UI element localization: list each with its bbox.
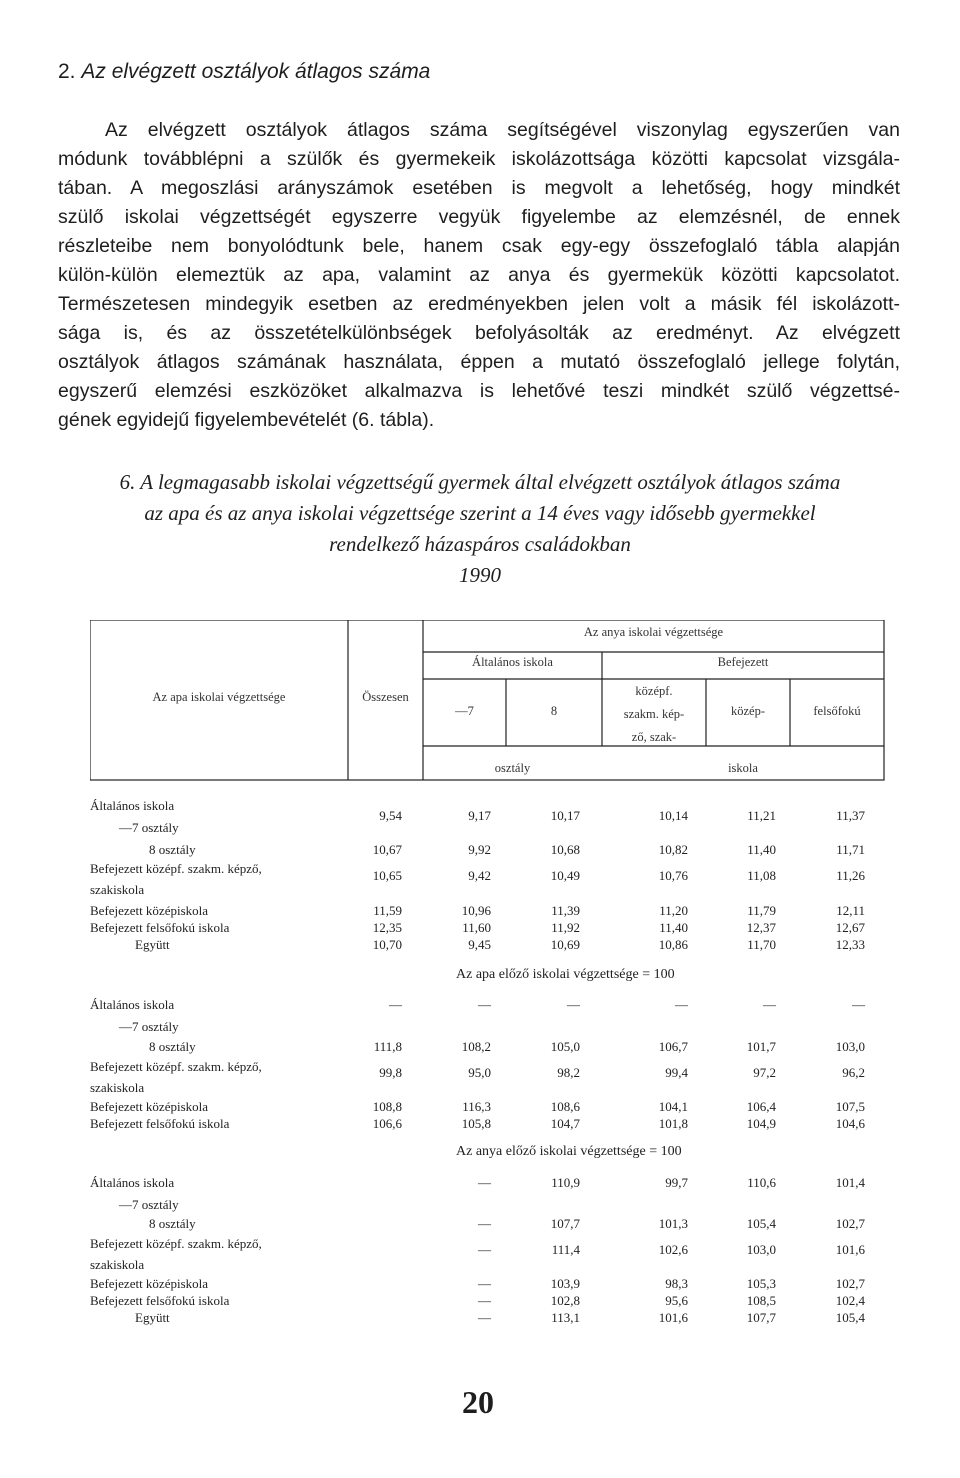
vocational-header-3: ző, szak- <box>631 730 677 744</box>
table-cell: 105,4 <box>746 1216 776 1231</box>
row-label: —7 osztály <box>119 1019 179 1034</box>
table-cell: 10,49 <box>550 868 580 883</box>
table-cell: 12,35 <box>372 920 402 935</box>
table-cell: 103,0 <box>746 1242 776 1257</box>
elementary-header: Általános iskola <box>472 655 553 669</box>
table-cell: 9,17 <box>468 808 491 823</box>
unit-school-header: iskola <box>728 761 758 775</box>
row-label: Általános iskola <box>90 798 175 813</box>
table-cell: 106,6 <box>372 1116 402 1131</box>
table-cell: 11,40 <box>659 920 688 935</box>
table-cell: 99,8 <box>379 1065 402 1080</box>
row-label: Befejezett középiskola <box>90 1276 209 1291</box>
secondary-header: közép- <box>730 704 765 718</box>
table-cell: 107,5 <box>835 1099 865 1114</box>
table-caption-line: rendelkező házaspáros családokban <box>329 532 631 556</box>
table-cell: 10,67 <box>372 842 402 857</box>
vocational-header-2: szakm. kép- <box>623 707 685 721</box>
table-cell: 102,7 <box>835 1276 865 1291</box>
table-cell: 11,59 <box>373 903 402 918</box>
table-cell: 101,4 <box>835 1175 865 1190</box>
table-cell: 11,39 <box>551 903 580 918</box>
table-cell: 107,7 <box>746 1310 776 1325</box>
vocational-header-1: középf. <box>635 684 673 698</box>
higher-header: felsőfokú <box>813 704 861 718</box>
table-cell: — <box>675 997 688 1012</box>
table-cell: 106,4 <box>746 1099 776 1114</box>
paragraph-line: külön-külön elemeztük az apa, valamint az anya és gyermekük közötti kapcsolatot. <box>58 264 900 286</box>
table-cell: — <box>478 1310 491 1325</box>
table-caption-line: 6. A legmagasabb iskolai végzettségű gyermek által elvégzett osztályok átlagos száma <box>119 470 841 494</box>
paragraph-line: gének egyidejű figyelembevételét (6. tábla). <box>58 409 435 431</box>
table-cell: 12,11 <box>836 903 865 918</box>
table-cell: 11,20 <box>659 903 688 918</box>
table-cell: 11,79 <box>747 903 776 918</box>
row-label: Együtt <box>135 937 170 952</box>
table-cell: 10,70 <box>372 937 402 952</box>
table-cell: 105,0 <box>550 1039 580 1054</box>
row-label: Általános iskola <box>90 1175 175 1190</box>
table-cell: — <box>763 997 776 1012</box>
completed-header: Befejezett <box>717 655 769 669</box>
table-cell: — <box>478 1175 491 1190</box>
row-label: 8 osztály <box>149 1039 196 1054</box>
mother-education-header: Az anya iskolai végzettsége <box>583 625 724 639</box>
table-cell: 11,21 <box>747 808 776 823</box>
row-label: Befejezett középf. szakm. képző, <box>90 861 262 876</box>
table-cell: 103,9 <box>550 1276 580 1291</box>
table-cell: 11,08 <box>747 868 776 883</box>
table-cell: 102,6 <box>658 1242 688 1257</box>
table-cell: 12,33 <box>835 937 865 952</box>
col-7-header: —7 <box>455 704 474 718</box>
table-cell: 105,4 <box>835 1310 865 1325</box>
table-cell: 11,37 <box>836 808 865 823</box>
table-cell: — <box>478 1242 491 1257</box>
paragraph-line: módunk továbblépni a szülők és gyermekeik iskolázottsága közötti kapcsolat vizsgála- <box>58 148 900 170</box>
row-label: Befejezett felsőfokú iskola <box>90 920 230 935</box>
table-cell: 113,1 <box>551 1310 580 1325</box>
table-cell: 10,86 <box>658 937 688 952</box>
table-cell: 9,54 <box>379 808 402 823</box>
table-cell: 104,7 <box>550 1116 580 1131</box>
table-cell: 10,65 <box>372 868 402 883</box>
table-caption-line: az apa és az anya iskolai végzettsége szerint a 14 éves vagy idősebb gyermekkel <box>144 501 816 525</box>
row-label: 8 osztály <box>149 1216 196 1231</box>
row-label: —7 osztály <box>119 1197 179 1212</box>
row-label: 8 osztály <box>149 842 196 857</box>
table-cell: 95,0 <box>468 1065 491 1080</box>
table-cell: 102,4 <box>835 1293 865 1308</box>
table-cell: 12,37 <box>746 920 776 935</box>
row-label: Befejezett középf. szakm. képző, <box>90 1236 262 1251</box>
table-cell: 102,8 <box>550 1293 580 1308</box>
table-cell: 102,7 <box>835 1216 865 1231</box>
row-label: szakiskola <box>90 882 145 897</box>
table-cell: 11,60 <box>462 920 491 935</box>
table-cell: 11,70 <box>747 937 776 952</box>
table-cell: — <box>478 997 491 1012</box>
table-cell: 11,71 <box>836 842 865 857</box>
table-cell: 104,9 <box>746 1116 776 1131</box>
total-header: Összesen <box>362 690 409 704</box>
row-label: szakiskola <box>90 1080 145 1095</box>
table-cell: 104,6 <box>835 1116 865 1131</box>
table-cell: 101,6 <box>658 1310 688 1325</box>
page-number: 20 <box>462 1384 494 1420</box>
table-cell: 101,6 <box>835 1242 865 1257</box>
table-cell: 107,7 <box>550 1216 580 1231</box>
table-cell: 99,4 <box>665 1065 688 1080</box>
table-cell: 110,9 <box>551 1175 580 1190</box>
table-cell: 9,92 <box>468 842 491 857</box>
table-cell: 98,3 <box>665 1276 688 1291</box>
table-cell: — <box>852 997 865 1012</box>
table-cell: 111,4 <box>551 1242 580 1257</box>
row-label: Együtt <box>135 1310 170 1325</box>
table-cell: 101,3 <box>658 1216 688 1231</box>
block-subtitle: Az anya előző iskolai végzettsége = 100 <box>456 1144 682 1159</box>
table-cell: 108,5 <box>746 1293 776 1308</box>
table-caption-year: 1990 <box>459 563 501 587</box>
table-cell: 101,7 <box>746 1039 776 1054</box>
table-cell: 9,42 <box>468 868 491 883</box>
paragraph-line: részleteibe nem bonyolódtunk bele, hanem csak egy-egy összefoglaló tábla alapján <box>58 235 900 257</box>
table-cell: — <box>478 1216 491 1231</box>
paragraph-line: szülő iskolai végzettségét egyszerre vegyük figyelembe az elemzésnél, de ennek <box>58 206 900 228</box>
table-cell: 99,7 <box>665 1175 688 1190</box>
col-8-header: 8 <box>550 704 558 718</box>
table-cell: 10,69 <box>550 937 580 952</box>
paragraph-line: Természetesen mindegyik esetben az eredményekben jelen volt a másik fél iskolázott- <box>58 293 900 315</box>
table-cell: 10,96 <box>461 903 491 918</box>
block-subtitle: Az apa előző iskolai végzettsége = 100 <box>456 967 675 982</box>
table-cell: 10,76 <box>658 868 688 883</box>
row-label: Befejezett felsőfokú iskola <box>90 1293 230 1308</box>
paragraph-line: tában. A megoszlási arányszámok esetében is megvolt a lehetőség, hogy mindkét <box>58 177 900 199</box>
table-cell: — <box>389 997 402 1012</box>
table-cell: 116,3 <box>462 1099 491 1114</box>
table-cell: 10,68 <box>550 842 580 857</box>
table-cell: — <box>478 1276 491 1291</box>
table-cell: 103,0 <box>835 1039 865 1054</box>
father-education-header: Az apa iskolai végzettsége <box>152 690 286 704</box>
row-label: Befejezett felsőfokú iskola <box>90 1116 230 1131</box>
table-cell: 11,92 <box>551 920 580 935</box>
table-cell: 104,1 <box>658 1099 688 1114</box>
table-cell: 9,45 <box>468 937 491 952</box>
table-cell: 106,7 <box>658 1039 688 1054</box>
table-cell: 108,6 <box>550 1099 580 1114</box>
table-cell: 11,26 <box>836 868 865 883</box>
unit-class-header: osztály <box>494 761 531 775</box>
table-cell: 105,3 <box>746 1276 776 1291</box>
row-label: Befejezett középiskola <box>90 1099 209 1114</box>
table-cell: 110,6 <box>747 1175 776 1190</box>
row-label: Befejezett középiskola <box>90 903 209 918</box>
table-cell: 98,2 <box>557 1065 580 1080</box>
table-cell: 97,2 <box>753 1065 776 1080</box>
table-cell: 10,14 <box>658 808 688 823</box>
table-cell: 111,8 <box>373 1039 402 1054</box>
section-title: Az elvégzett osztályok átlagos száma <box>81 60 431 83</box>
section-number: 2. <box>58 60 76 83</box>
paragraph-line: sága is, és az összetételkülönbségek befolyásolták az eredményt. Az elvégzett <box>58 322 900 344</box>
table-cell: 11,40 <box>747 842 776 857</box>
table-cell: — <box>567 997 580 1012</box>
table-cell: 96,2 <box>842 1065 865 1080</box>
table-cell: 10,17 <box>550 808 580 823</box>
row-label: Általános iskola <box>90 997 175 1012</box>
table-cell: 10,82 <box>658 842 688 857</box>
row-label: szakiskola <box>90 1257 145 1272</box>
table-cell: 108,8 <box>372 1099 402 1114</box>
section-heading <box>58 60 430 84</box>
paragraph-line: Az elvégzett osztályok átlagos száma segítségével viszonylag egyszerűen van <box>105 119 900 141</box>
table-cell: 108,2 <box>461 1039 491 1054</box>
table-cell: 105,8 <box>461 1116 491 1131</box>
table-cell: — <box>478 1293 491 1308</box>
paragraph-line: egyszerű elemzési eszközöket alkalmazva is lehetővé teszi mindkét szülő végzettsé- <box>58 380 900 402</box>
table-cell: 12,67 <box>835 920 865 935</box>
paragraph-line: osztályok átlagos számának használata, éppen a mutató összefoglaló jellege folytán, <box>58 351 900 373</box>
table-cell: 95,6 <box>665 1293 688 1308</box>
row-label: —7 osztály <box>119 820 179 835</box>
row-label: Befejezett középf. szakm. képző, <box>90 1059 262 1074</box>
table-cell: 101,8 <box>658 1116 688 1131</box>
